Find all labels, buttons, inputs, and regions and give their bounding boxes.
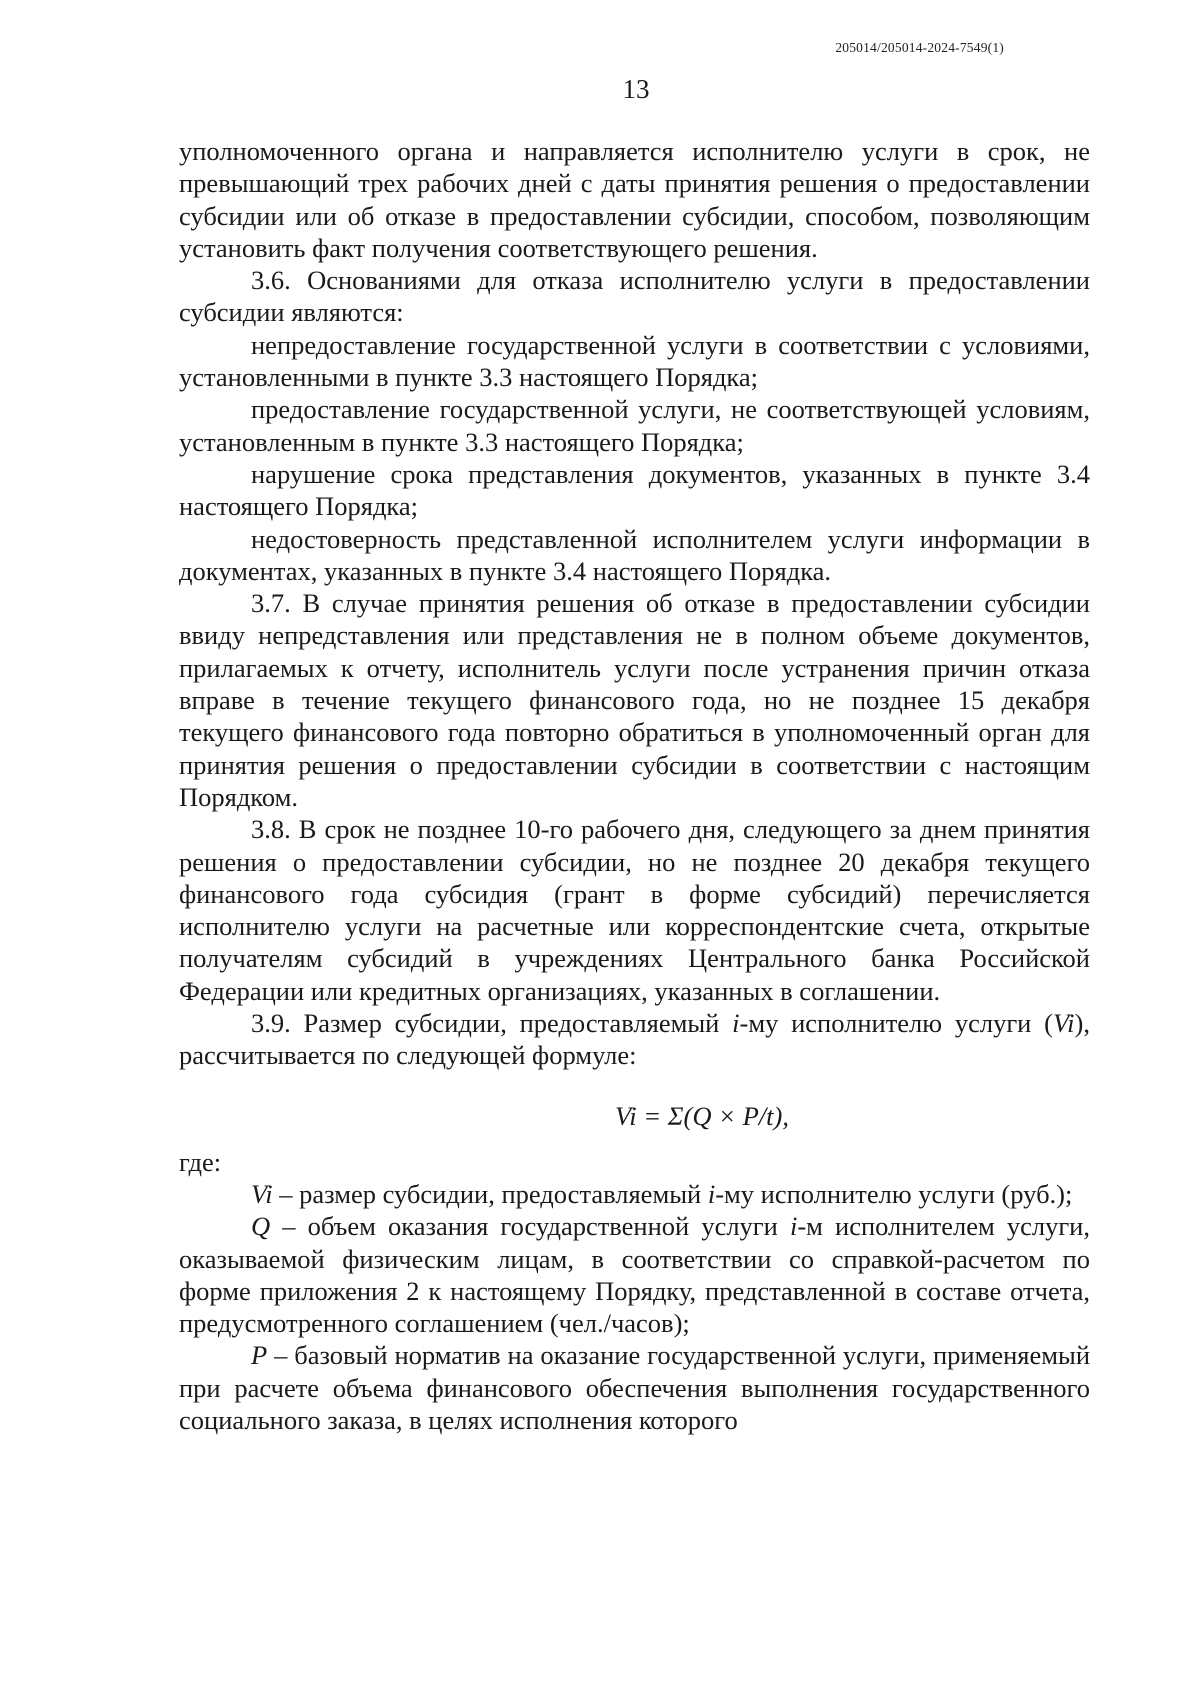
paragraph-3-8: 3.8. В срок не позднее 10-го рабочего дня, следующего за днем принятия решения о предоставлении субсидии, но не позднее 20 декабря текущего финансового года субсидия (грант в форме субсидий) перечисляется исполнителю услуги на расчетные или корреспондентские счета, открытые получателям субсидий в учреждениях Центрального банка Российской Федерации или кредитных организациях, указанных в соглашении. — [179, 814, 1090, 1006]
list-item-ground-2: предоставление государственной услуги, не соответствующей условиям, установленным в пункте 3.3 настоящего Порядка; — [179, 394, 1090, 457]
page-number: 13 — [622, 74, 650, 104]
document-body — [179, 135, 1090, 1436]
definition-vi — [179, 1178, 1090, 1210]
where-label: где: — [179, 1146, 222, 1177]
definition-p — [179, 1339, 1090, 1436]
definition-vi-text-b: -му исполнителю услуги (руб.); — [715, 1178, 1073, 1209]
definition-q — [179, 1210, 1090, 1339]
definition-p-text-a: – базовый норматив на оказание государственной услуги, применяемый при расчете объема финансового обеспечения выполнения государственного социального заказа, в целях исполнения которого — [179, 1340, 1090, 1435]
formula: Vi = Σ(Q × P/t), — [615, 1100, 789, 1131]
definition-vi-var: Vi — [251, 1178, 273, 1209]
p39-middle: -му исполнителю услуги ( — [739, 1008, 1053, 1039]
paragraph-3-7: 3.7. В случае принятия решения об отказе в предоставлении субсидии ввиду непредставления или представления не в полном объеме документов, прилагаемых к отчету, исполнитель услуги после устранения причин отказа вправе в течение текущего финансового года, но не позднее 15 декабря текущего финансового года повторно обратиться в уполномоченный орган для принятия решения о предоставлении субсидии в соответствии с настоящим Порядком. — [179, 588, 1090, 812]
p39-var-vi: Vi — [1052, 1008, 1075, 1039]
paragraph-3-6: 3.6. Основаниями для отказа исполнителю услуги в предоставлении субсидии являются: — [179, 265, 1090, 328]
definition-q-var: Q — [251, 1211, 271, 1242]
definition-vi-text-a: – размер субсидии, предоставляемый — [272, 1178, 708, 1209]
p39-var-i: i — [732, 1008, 740, 1039]
definition-q-var-i: i — [789, 1211, 798, 1242]
p39-suffix: ), рассчитывается по следующей формуле: — [179, 1008, 1090, 1071]
definition-vi-var-i: i — [707, 1178, 716, 1209]
definition-q-text-b: -м исполнителем услуги, оказываемой физическим лицам, в соответствии со справкой-расчетом по форме приложения 2 к настоящему Порядку, представленной в составе отчета, предусмотренного соглашением (чел./часов); — [179, 1211, 1090, 1339]
document-id: 205014/205014-2024-7549(1) — [835, 40, 1004, 55]
p39-prefix: 3.9. Размер субсидии, предоставляемый — [251, 1008, 733, 1039]
list-item-ground-3: нарушение срока представления документов, указанных в пункте 3.4 настоящего Порядка; — [179, 458, 1090, 522]
definition-q-text-a: – объем оказания государственной услуги — [270, 1211, 790, 1242]
paragraph-continuation: уполномоченного органа и направляется исполнителю услуги в срок, не превышающий трех рабочих дней с даты принятия решения о предоставлении субсидии или об отказе в предоставлении субсидии, способом, позволяющим установить факт получения соответствующего решения. — [179, 136, 1090, 263]
definition-p-var: P — [251, 1340, 268, 1371]
list-item-ground-1: непредоставление государственной услуги в соответствии с условиями, установленными в пункте 3.3 настоящего Порядка; — [179, 329, 1090, 393]
paragraph-3-9 — [179, 1007, 1090, 1072]
list-item-ground-4: недостоверность представленной исполнителем услуги информации в документах, указанных в пункте 3.4 настоящего Порядка. — [179, 523, 1090, 586]
